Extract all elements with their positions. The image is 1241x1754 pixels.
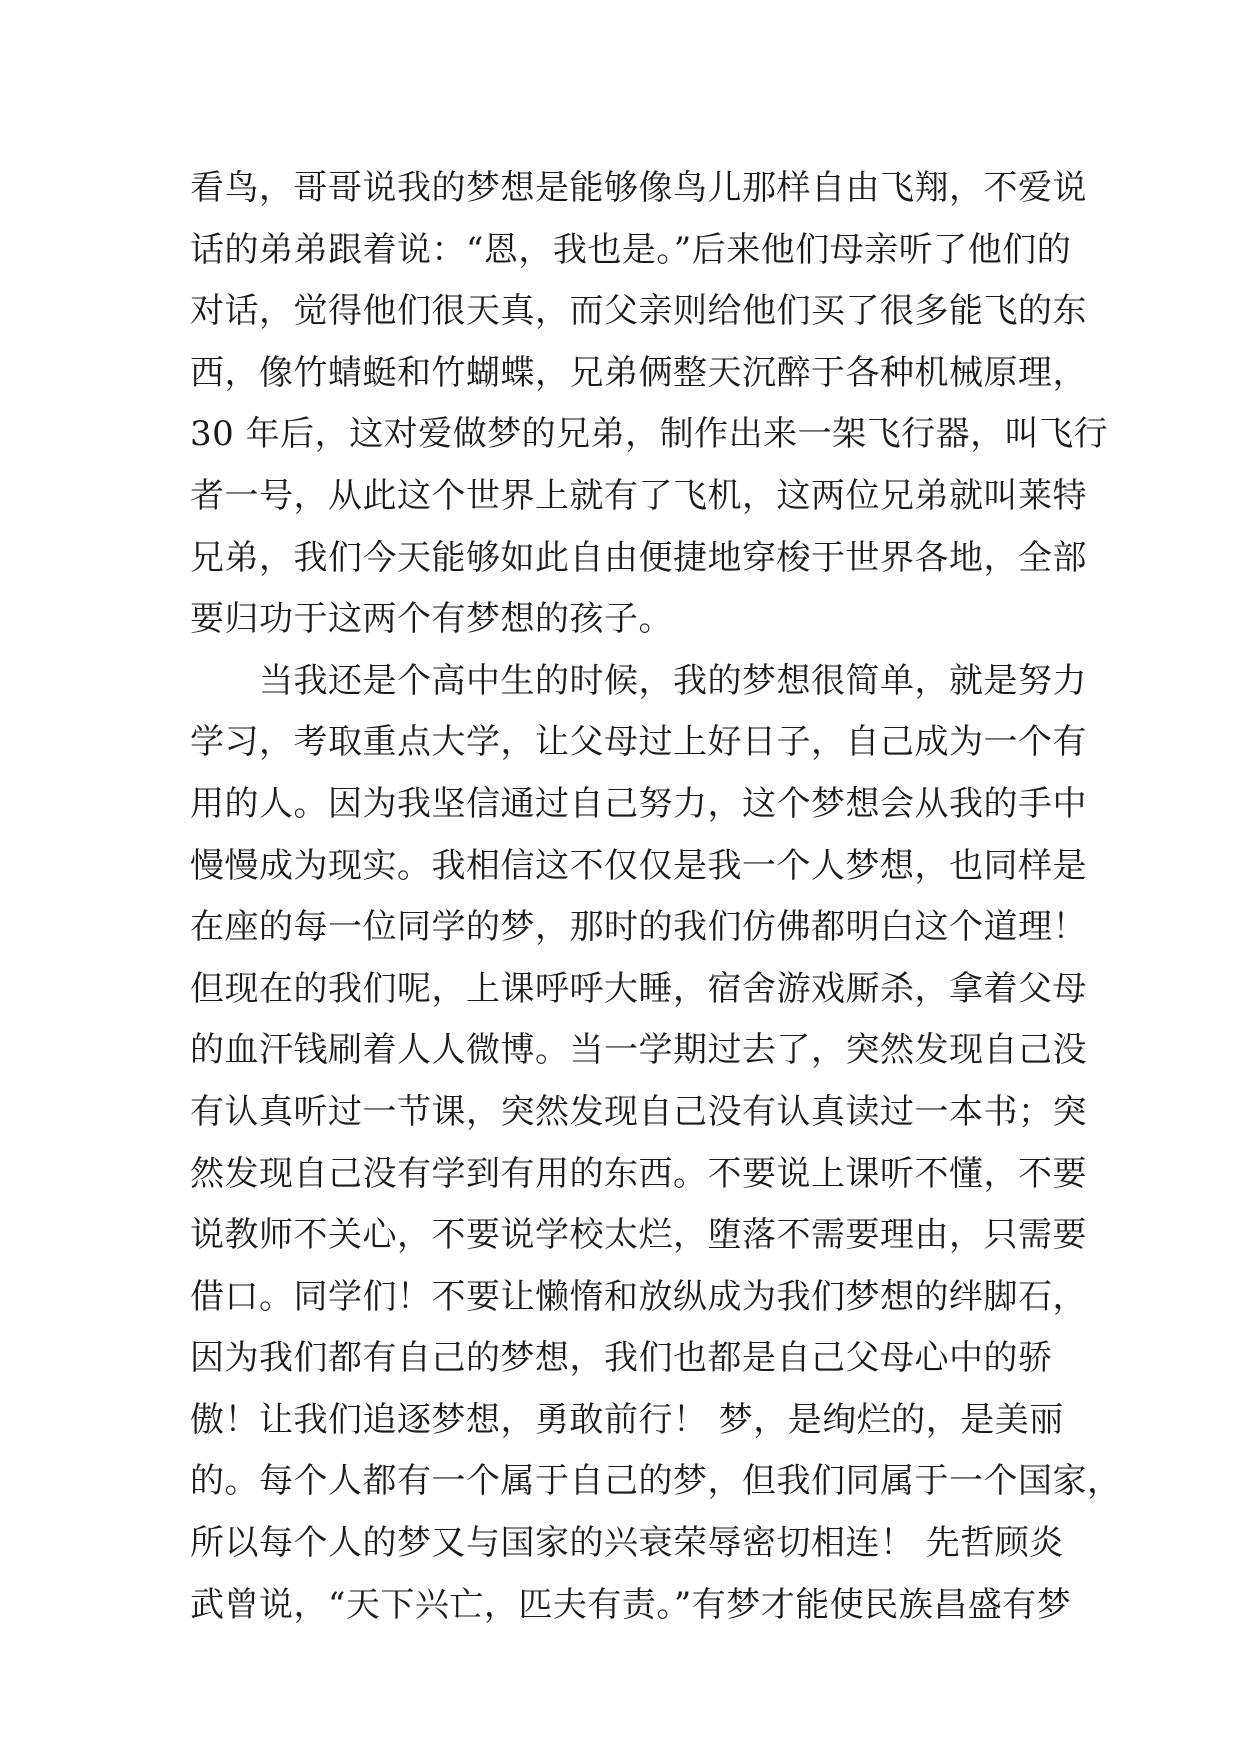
text-line: 的。每个人都有一个属于自己的梦，但我们同属于一个国家，	[190, 1461, 1122, 1502]
text-line: 然发现自己没有学到有用的东西。不要说上课听不懂，不要	[190, 1153, 1087, 1194]
text-line: 有认真听过一节课，突然发现自己没有认真读过一本书；突	[190, 1091, 1087, 1132]
body-text	[190, 158, 1122, 1636]
text-line: 在座的每一位同学的梦，那时的我们仿佛都明白这个道理！	[190, 907, 1087, 948]
text-line: 话的弟弟跟着说：“恩，我也是。”后来他们母亲听了他们的	[190, 229, 1072, 270]
text-line: 看鸟，哥哥说我的梦想是能够像鸟儿那样自由飞翔，不爱说	[190, 168, 1087, 208]
text-line: 对话，觉得他们很天真，而父亲则给他们买了很多能飞的东	[190, 291, 1087, 332]
text-line: 武曾说，“天下兴亡，匹夫有责。”有梦才能使民族昌盛有梦	[190, 1584, 1072, 1625]
text-line: 30 年后，这对爱做梦的兄弟，制作出来一架飞行器，叫飞行	[190, 414, 1109, 455]
text-line: 西，像竹蜻蜓和竹蝴蝶，兄弟俩整天沉醉于各种机械原理，	[190, 352, 1087, 393]
text-line: 学习，考取重点大学，让父母过上好日子，自己成为一个有	[190, 722, 1087, 763]
text-line: 因为我们都有自己的梦想，我们也都是自己父母心中的骄	[190, 1338, 1053, 1379]
text-line: 说教师不关心，不要说学校太烂，堕落不需要理由，只需要	[190, 1215, 1087, 1256]
text-line: 所以每个人的梦又与国家的兴衰荣辱密切相连！ 先哲顾炎	[190, 1523, 1064, 1564]
text-line: 当我还是个高中生的时候，我的梦想很简单，就是努力	[190, 660, 1087, 701]
text-line: 慢慢成为现实。我相信这不仅仅是我一个人梦想，也同样是	[190, 845, 1087, 886]
text-line: 用的人。因为我坚信通过自己努力，这个梦想会从我的手中	[190, 783, 1087, 824]
text-line: 兄弟，我们今天能够如此自由便捷地穿梭于世界各地，全部	[190, 537, 1087, 578]
text-line: 但现在的我们呢，上课呼呼大睡，宿舍游戏厮杀，拿着父母	[190, 968, 1087, 1009]
text-line: 借口。同学们！不要让懒惰和放纵成为我们梦想的绊脚石，	[190, 1276, 1087, 1317]
text-line: 的血汗钱刷着人人微博。当一学期过去了，突然发现自己没	[190, 1030, 1087, 1071]
text-line: 者一号，从此这个世界上就有了飞机，这两位兄弟就叫莱特	[190, 475, 1087, 516]
text-line: 傲！让我们追逐梦想，勇敢前行！ 梦，是绚烂的，是美丽	[190, 1399, 1064, 1440]
text-line: 要归功于这两个有梦想的孩子。	[190, 599, 673, 640]
